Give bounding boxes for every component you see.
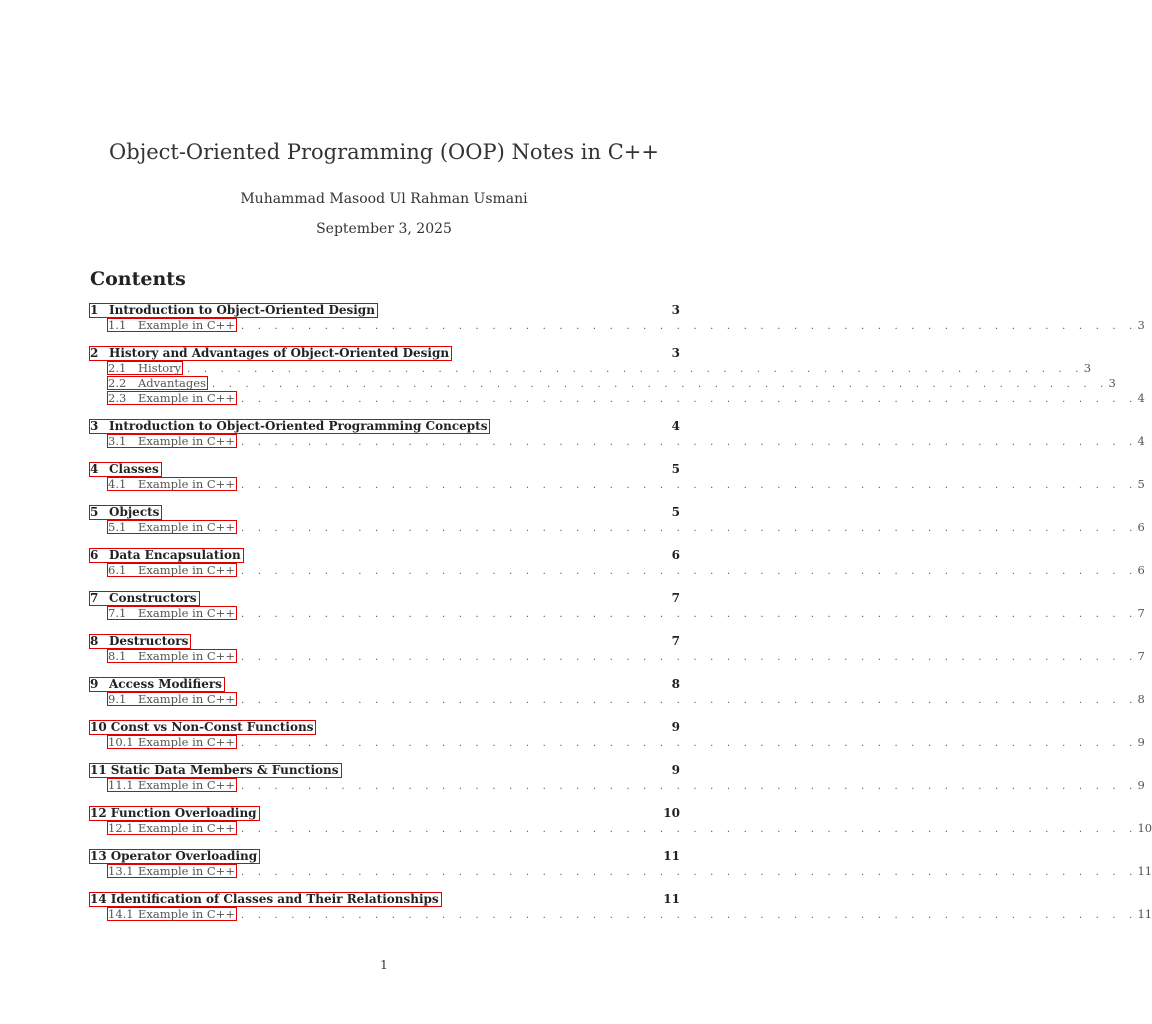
toc-section-page: 7 (671, 591, 680, 605)
toc-section-page: 9 (671, 720, 680, 734)
toc-section (90, 676, 1145, 707)
toc-section-page: 4 (671, 419, 680, 433)
toc-leader-dots: . . . . . . . . . . . . . . . . . . . . . . . . . . . . . . . . . . . . . . . . . . . . . . . . . . . . . . (240, 480, 1138, 491)
toc-subsection-link[interactable] (107, 864, 237, 878)
toc-section-row (90, 418, 680, 434)
toc-section-row (90, 762, 680, 778)
toc-subsection-title: Example in C++ (138, 563, 235, 577)
toc-section-link[interactable] (89, 462, 162, 477)
toc-subsection-row (90, 477, 1145, 492)
toc-leader-dots: . . . . . . . . . . . . . . . . . . . . . . . . . . . . . . . . . . . . . . . . . . . . . . . . . . . . . . (240, 781, 1138, 792)
toc-subsection-title: Advantages (138, 376, 206, 390)
toc-section-link[interactable] (89, 720, 316, 735)
toc-section-page: 5 (671, 462, 680, 476)
toc-subsection-title: Example in C++ (138, 606, 235, 620)
toc-section-title: Identification of Classes and Their Relationships (110, 892, 439, 906)
toc-subsection-number: 8.1 (108, 649, 127, 663)
toc-section-title: Introduction to Object-Oriented Design (109, 303, 375, 317)
toc-subsection-link[interactable] (107, 778, 237, 792)
toc-subsection-row (90, 520, 1145, 535)
toc-subsection-link[interactable] (107, 735, 237, 749)
toc-section (90, 762, 1145, 793)
toc-section (90, 461, 1145, 492)
toc-section (90, 302, 1145, 333)
toc-section-title: Function Overloading (110, 806, 257, 820)
toc-subsection-title: Example in C++ (138, 391, 235, 405)
toc-section (90, 547, 1145, 578)
toc-section-number: 3 (90, 419, 99, 433)
toc-section-page: 9 (671, 763, 680, 777)
toc-subsection-row (90, 821, 1152, 836)
toc-section-row (90, 891, 680, 907)
toc-leader-dots: . . . . . . . . . . . . . . . . . . . . . . . . . . . . . . . . . . . . . . . . . . . . . . . . . . . . . . (211, 379, 1109, 390)
toc-subsection-page: 3 (1108, 376, 1116, 390)
toc-leader-dots: . . . . . . . . . . . . . . . . . . . . . . . . . . . . . . . . . . . . . . . . . . . . . . . . . . . . . . (240, 910, 1138, 921)
toc-leader-dots: . . . . . . . . . . . . . . . . . . . . . . . . . . . . . . . . . . . . . . . . . . . . . . . . . . . . . . (240, 566, 1138, 577)
toc-leader-dots: . . . . . . . . . . . . . . . . . . . . . . . . . . . . . . . . . . . . . . . . . . . . . . . . . . . . . . (240, 437, 1138, 448)
toc-subsection-title: Example in C++ (138, 692, 235, 706)
toc-leader-dots: . . . . . . . . . . . . . . . . . . . . . . . . . . . . . . . . . . . . . . . . . . . . . . . . . . . . . . (240, 321, 1138, 332)
toc-section-number: 7 (90, 591, 99, 605)
toc-leader-dots: . . . . . . . . . . . . . . . . . . . . . . . . . . . . . . . . . . . . . . . . . . . . . . . . . . . . . . (240, 738, 1138, 749)
toc-leader-dots: . . . . . . . . . . . . . . . . . . . . . . . . . . . . . . . . . . . . . . . . . . . . . . . . . . . . . . (240, 695, 1138, 706)
toc-section-row (90, 590, 680, 606)
toc-section-number: 6 (90, 548, 99, 562)
toc-section (90, 590, 1145, 621)
toc-subsection-link[interactable] (107, 821, 237, 835)
author-name: Muhammad Masood Ul Rahman Usmani (240, 191, 528, 207)
toc-section-link[interactable] (89, 763, 342, 778)
toc-section-number: 9 (90, 677, 99, 691)
toc-section-title: Objects (109, 505, 160, 519)
toc-leader-dots: . . . . . . . . . . . . . . . . . . . . . . . . . . . . . . . . . . . . . . . . . . . . . . . . . . . . . . (240, 867, 1138, 878)
toc-section-row (90, 547, 680, 563)
toc-subsection-row (90, 907, 1152, 922)
toc-subsection-page: 11 (1137, 907, 1152, 921)
toc-section-row (90, 345, 680, 361)
toc-section-link[interactable] (89, 303, 378, 318)
toc-section-title: Constructors (109, 591, 197, 605)
toc-section-link[interactable] (89, 548, 244, 563)
toc-subsection-row (90, 778, 1145, 793)
toc-section-title: Classes (109, 462, 159, 476)
toc-subsection-link[interactable] (107, 907, 237, 921)
toc-section-number: 13 (90, 849, 107, 863)
toc-subsection-number: 2.3 (108, 391, 127, 405)
toc-section-title: Introduction to Object-Oriented Programming Concepts (109, 419, 488, 433)
toc-section-row (90, 805, 680, 821)
toc-leader-dots: . . . . . . . . . . . . . . . . . . . . . . . . . . . . . . . . . . . . . . . . . . . . . . . . . . . . . . (240, 609, 1138, 620)
toc-section-row (90, 719, 680, 735)
toc-subsection-link[interactable] (107, 361, 183, 375)
toc-subsection-title: Example in C++ (138, 477, 235, 491)
toc-subsection-title: Example in C++ (138, 318, 235, 332)
toc-section-number: 14 (90, 892, 107, 906)
toc-subsection-row (90, 434, 1145, 449)
toc-subsection-number: 1.1 (108, 318, 127, 332)
toc-subsection-number: 2.2 (108, 376, 127, 390)
toc-subsection-number: 7.1 (108, 606, 127, 620)
toc-section (90, 345, 1145, 406)
toc-subsection-row (90, 864, 1152, 879)
toc-section-page: 3 (671, 303, 680, 317)
toc-section-number: 4 (90, 462, 99, 476)
toc-subsection-row (90, 649, 1145, 664)
toc-subsection-page: 11 (1137, 864, 1152, 878)
toc-section-row (90, 504, 680, 520)
toc-subsection-link[interactable] (107, 318, 237, 332)
toc-subsection-number: 4.1 (108, 477, 127, 491)
toc-subsection-row (90, 735, 1145, 750)
toc-section-number: 2 (90, 346, 99, 360)
toc-section-number: 11 (90, 763, 107, 777)
toc-section-page: 10 (663, 806, 680, 820)
toc-section-title: Destructors (109, 634, 189, 648)
toc-subsection-number: 2.1 (108, 361, 127, 375)
toc-subsection-title: Example in C++ (138, 434, 235, 448)
toc-subsection-row (90, 606, 1145, 621)
toc-subsection-row (90, 563, 1145, 578)
toc-section (90, 504, 1145, 535)
toc-section-page: 7 (671, 634, 680, 648)
document-date: September 3, 2025 (316, 221, 452, 237)
document-title: Object-Oriented Programming (OOP) Notes in C++ (109, 140, 659, 164)
table-of-contents (90, 302, 1152, 934)
toc-subsection-link[interactable] (107, 649, 237, 663)
toc-subsection-page: 8 (1137, 692, 1145, 706)
toc-section-title: Const vs Non-Const Functions (110, 720, 314, 734)
toc-subsection-number: 10.1 (108, 735, 134, 749)
toc-section-title: Access Modifiers (109, 677, 222, 691)
toc-section-link[interactable] (89, 634, 191, 649)
toc-section-title: History and Advantages of Object-Oriented Design (109, 346, 450, 360)
toc-subsection-title: Example in C++ (138, 821, 235, 835)
toc-subsection-row (90, 361, 1092, 376)
page-number: 1 (380, 958, 388, 972)
toc-leader-dots: . . . . . . . . . . . . . . . . . . . . . . . . . . . . . . . . . . . . . . . . . . . . . . . . . . . . . . (240, 824, 1138, 835)
toc-subsection-page: 7 (1137, 649, 1145, 663)
toc-subsection-page: 4 (1137, 391, 1145, 405)
toc-section-page: 3 (671, 346, 680, 360)
toc-section-title: Operator Overloading (110, 849, 258, 863)
toc-subsection-title: History (138, 361, 182, 375)
toc-subsection-link[interactable] (107, 477, 237, 491)
toc-section (90, 719, 1145, 750)
toc-section-link[interactable] (89, 849, 260, 864)
toc-subsection-link[interactable] (107, 391, 237, 405)
toc-section-page: 6 (671, 548, 680, 562)
toc-subsection-title: Example in C++ (138, 520, 235, 534)
toc-leader-dots: . . . . . . . . . . . . . . . . . . . . . . . . . . . . . . . . . . . . . . . . . . . . . . . . . . . . . . (187, 364, 1084, 375)
toc-section-link[interactable] (89, 505, 162, 520)
toc-subsection-page: 3 (1137, 318, 1145, 332)
toc-subsection-page: 3 (1083, 361, 1092, 375)
toc-section-link[interactable] (89, 346, 452, 361)
toc-section-link[interactable] (89, 419, 490, 434)
toc-subsection-title: Example in C++ (138, 649, 235, 663)
toc-subsection-number: 9.1 (108, 692, 127, 706)
toc-subsection-page: 10 (1137, 821, 1152, 835)
toc-subsection-number: 6.1 (108, 563, 127, 577)
toc-subsection-page: 6 (1137, 520, 1145, 534)
toc-subsection-page: 5 (1137, 477, 1145, 491)
toc-section-number: 1 (90, 303, 99, 317)
toc-section-row (90, 302, 680, 318)
toc-section-link[interactable] (89, 591, 200, 606)
toc-subsection-number: 14.1 (108, 907, 134, 921)
toc-section-row (90, 633, 680, 649)
toc-section-page: 11 (663, 849, 680, 863)
toc-subsection-number: 5.1 (108, 520, 127, 534)
toc-subsection-number: 3.1 (108, 434, 127, 448)
toc-subsection-title: Example in C++ (138, 864, 235, 878)
toc-subsection-row (90, 391, 1145, 406)
toc-subsection-link[interactable] (107, 376, 208, 390)
toc-subsection-link[interactable] (107, 563, 237, 577)
toc-section-number: 12 (90, 806, 107, 820)
toc-section-title: Static Data Members & Functions (110, 763, 339, 777)
toc-section (90, 805, 1152, 836)
toc-section-page: 8 (671, 677, 680, 691)
toc-leader-dots: . . . . . . . . . . . . . . . . . . . . . . . . . . . . . . . . . . . . . . . . . . . . . . . . . . . . . . (240, 394, 1138, 405)
toc-section-page: 5 (671, 505, 680, 519)
toc-section-link[interactable] (89, 677, 225, 692)
toc-section (90, 891, 1152, 922)
toc-subsection-row (90, 318, 1145, 333)
toc-subsection-page: 9 (1137, 735, 1145, 749)
toc-subsection-link[interactable] (107, 434, 237, 448)
toc-subsection-number: 12.1 (108, 821, 134, 835)
toc-leader-dots: . . . . . . . . . . . . . . . . . . . . . . . . . . . . . . . . . . . . . . . . . . . . . . . . . . . . . . (240, 652, 1138, 663)
toc-section (90, 633, 1145, 664)
toc-section-row (90, 676, 680, 692)
toc-section (90, 418, 1145, 449)
toc-subsection-link[interactable] (107, 606, 237, 620)
toc-section-title: Data Encapsulation (109, 548, 241, 562)
toc-subsection-title: Example in C++ (138, 907, 235, 921)
toc-subsection-row (90, 376, 1116, 391)
toc-section-number: 8 (90, 634, 99, 648)
toc-subsection-title: Example in C++ (138, 735, 235, 749)
toc-subsection-number: 13.1 (108, 864, 134, 878)
toc-section-page: 11 (663, 892, 680, 906)
toc-section-row (90, 848, 680, 864)
toc-section-link[interactable] (89, 806, 260, 821)
toc-subsection-page: 6 (1137, 563, 1145, 577)
toc-subsection-link[interactable] (107, 520, 237, 534)
toc-subsection-number: 11.1 (108, 778, 134, 792)
toc-section-number: 5 (90, 505, 99, 519)
toc-section-link[interactable] (89, 892, 442, 907)
toc-section-row (90, 461, 680, 477)
toc-subsection-row (90, 692, 1145, 707)
toc-subsection-page: 9 (1137, 778, 1145, 792)
toc-subsection-title: Example in C++ (138, 778, 235, 792)
toc-section-number: 10 (90, 720, 107, 734)
toc-subsection-link[interactable] (107, 692, 237, 706)
toc-subsection-page: 7 (1137, 606, 1145, 620)
contents-heading: Contents (90, 268, 186, 290)
toc-leader-dots: . . . . . . . . . . . . . . . . . . . . . . . . . . . . . . . . . . . . . . . . . . . . . . . . . . . . . . (240, 523, 1138, 534)
toc-section (90, 848, 1152, 879)
toc-subsection-page: 4 (1137, 434, 1145, 448)
